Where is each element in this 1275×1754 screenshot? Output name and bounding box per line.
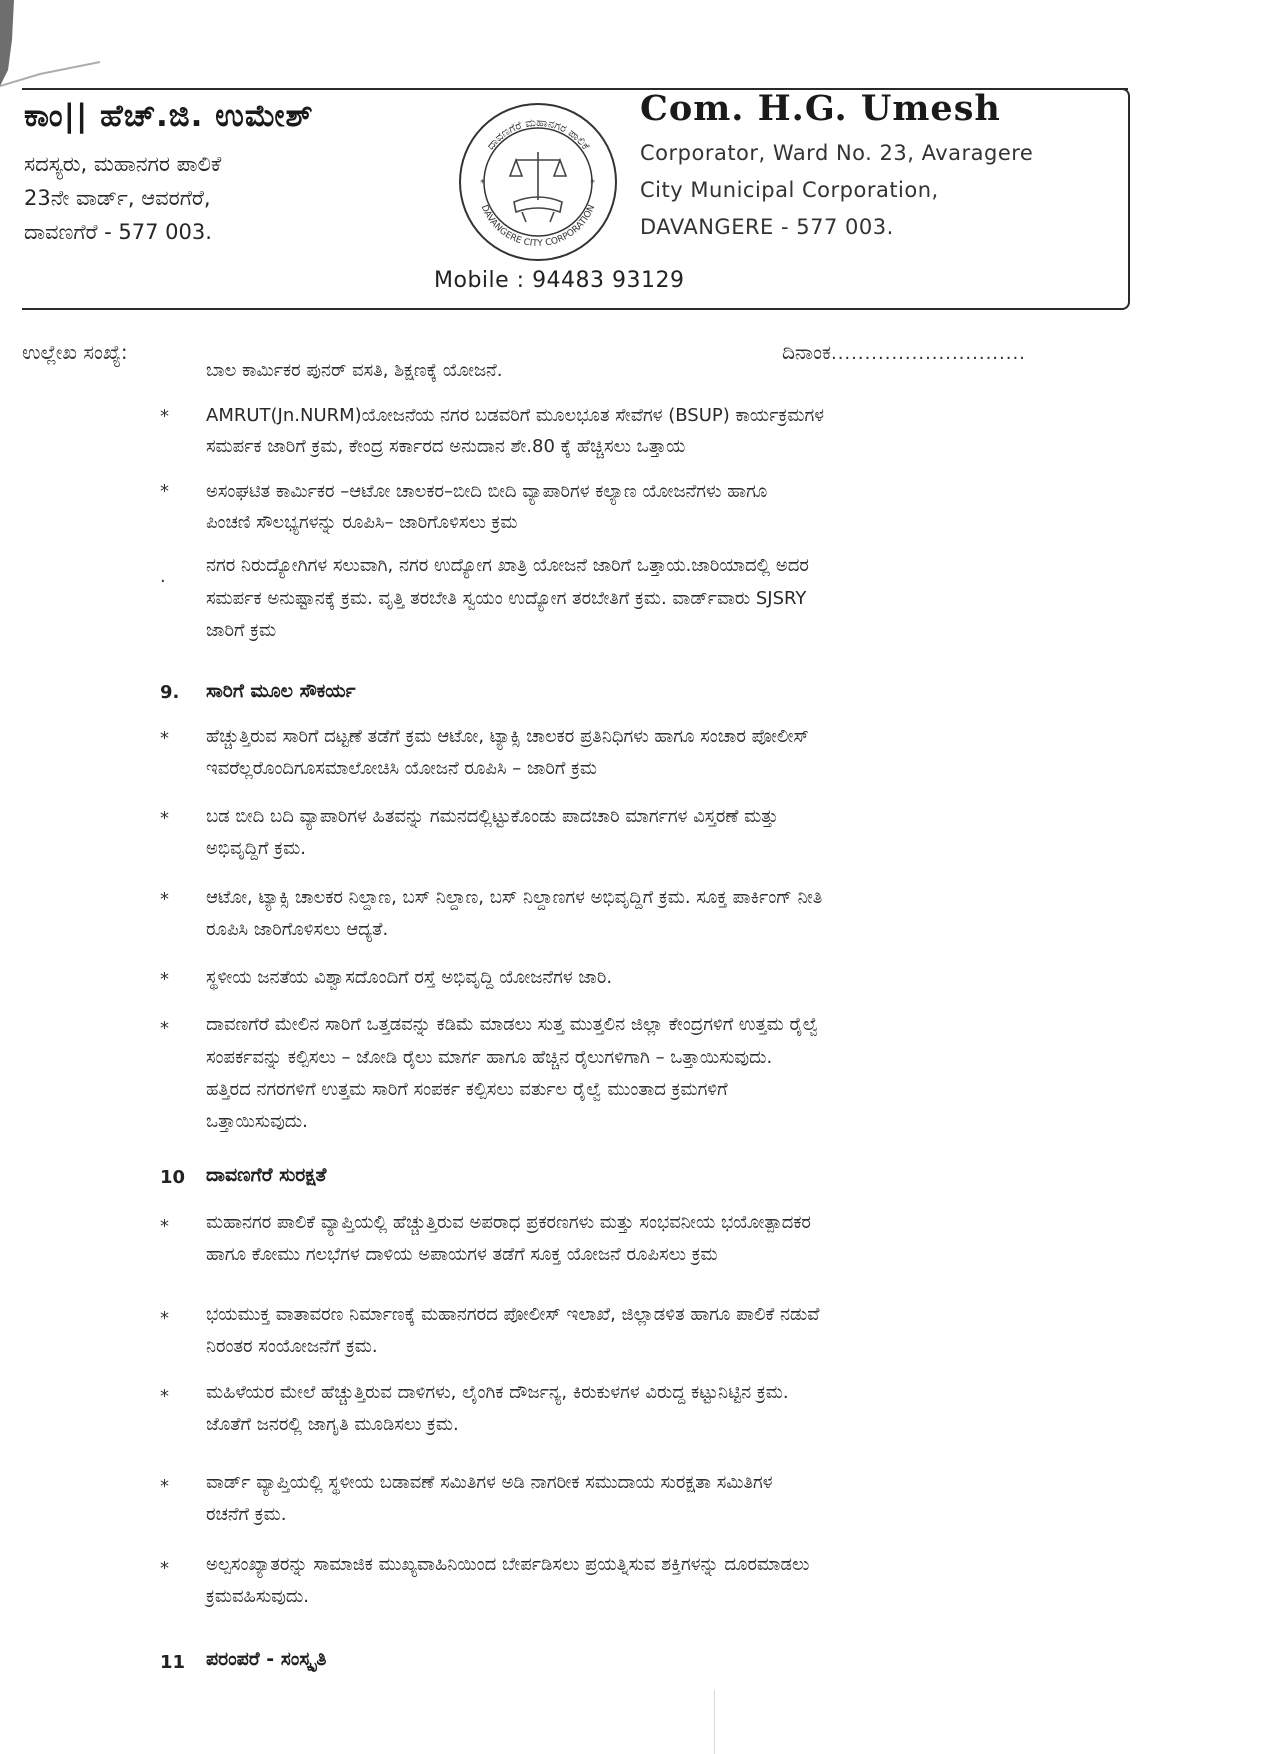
kannada-designation: ಸದಸ್ಯರು, ಮಹಾನಗರ ಪಾಲಿಕೆ <box>24 152 222 176</box>
svg-text:*: * <box>590 178 595 189</box>
kannada-city: ದಾವಣಗೆರೆ - 577 003. <box>24 220 212 244</box>
text-line: ಒತ್ತಾಯಿಸುವುದು. <box>206 1111 308 1132</box>
text-line: ಪಿಂಚಣಿ ಸೌಲಭ್ಯಗಳನ್ನು ರೂಪಿಸಿ– ಜಾರಿಗೊಳಿಸಲು ಕ್ರಮ <box>206 512 518 533</box>
scan-fold-line <box>714 1690 715 1754</box>
section-heading: ಸಾರಿಗೆ ಮೂಲ ಸೌಕರ್ಯ <box>206 680 356 702</box>
intro-line: ಬಾಲ ಕಾರ್ಮಿಕರ ಪುನರ್ ವಸತಿ, ಶಿಕ್ಷಣಕ್ಕೆ ಯೋಜನೆ. <box>206 360 503 381</box>
english-name: Com. H.G. Umesh <box>640 88 1001 129</box>
svg-text:ದಾವಣಗೆರೆ ಮಹಾನಗರ ಪಾಲಿಕೆ <box>484 116 593 153</box>
english-designation: Corporator, Ward No. 23, Avaragere <box>640 141 1034 165</box>
bullet-marker: * <box>160 969 169 990</box>
bullet-marker: * <box>160 1216 169 1237</box>
date-dots: ............................. <box>830 343 1026 364</box>
bullet-marker: * <box>160 406 169 427</box>
scan-corner-mark <box>0 0 110 100</box>
bullet-marker: * <box>160 1558 169 1579</box>
svg-text:*: * <box>480 178 485 189</box>
text-line: ಸಮರ್ಪಕ ಜಾರಿಗೆ ಕ್ರಮ, ಕೇಂದ್ರ ಸರ್ಕಾರದ ಅನುದಾನ ಶೇ.80 ಕ್ಕೆ ಹೆಚ್ಚಿಸಲು ಒತ್ತಾಯ <box>206 436 686 457</box>
text-line: ಜೊತೆಗೆ ಜನರಲ್ಲಿ ಜಾಗೃತಿ ಮೂಡಿಸಲು ಕ್ರಮ. <box>206 1414 459 1435</box>
text-line: ಮಹಾನಗರ ಪಾಲಿಕೆ ವ್ಯಾಪ್ತಿಯಲ್ಲಿ ಹೆಚ್ಚುತ್ತಿರುವ ಅಪರಾಧ ಪ್ರಕರಣಗಳು ಮತ್ತು ಸಂಭವನೀಯ ಭಯೋತ್ಪಾದಕರ <box>206 1212 811 1233</box>
bullet-marker: * <box>160 728 169 749</box>
reference-number-label: ಉಲ್ಲೇಖ ಸಂಖ್ಯೆ: <box>22 340 128 364</box>
english-address-block <box>640 88 1120 246</box>
text-line: ಹತ್ತಿರದ ನಗರಗಳಿಗೆ ಉತ್ತಮ ಸಾರಿಗೆ ಸಂಪರ್ಕ ಕಲ್ಪಿಸಲು ವರ್ತುಲ ರೈಲ್ವೆ ಮುಂತಾದ ಕ್ರಮಗಳಿಗೆ <box>206 1079 728 1100</box>
text-line: AMRUT(Jn.NURM)ಯೋಜನೆಯ ನಗರ ಬಡವರಿಗೆ ಮೂಲಭೂತ ಸೇವೆಗಳ (BSUP) ಕಾರ್ಯಕ್ರಮಗಳ <box>206 405 825 426</box>
text-line: ರಚನೆಗೆ ಕ್ರಮ. <box>206 1504 287 1525</box>
seal-top-text: ದಾವಣಗೆರೆ ಮಹಾನಗರ ಪಾಲಿಕೆ <box>483 115 593 153</box>
english-city: DAVANGERE - 577 003. <box>640 215 894 239</box>
text-line: ಅಭಿವೃದ್ದಿಗೆ ಕ್ರಮ. <box>206 838 306 859</box>
text-line: ಬಡ ಬೀದಿ ಬದಿ ವ್ಯಾಪಾರಿಗಳ ಹಿತವನ್ನು ಗಮನದಲ್ಲಿಟ್ಟುಕೊಂಡು ಪಾದಚಾರಿ ಮಾರ್ಗಗಳ ವಿಸ್ತರಣೆ ಮತ್ತು <box>206 806 779 827</box>
bullet-marker: * <box>160 1476 169 1497</box>
text-line: ಅಲ್ಪಸಂಖ್ಯಾತರನ್ನು ಸಾಮಾಜಿಕ ಮುಖ್ಯವಾಹಿನಿಯಿಂದ ಬೇರ್ಪಡಿಸಲು ಪ್ರಯತ್ನಿಸುವ ಶಕ್ತಿಗಳನ್ನು ದೂರಮಾಡಲು <box>206 1554 810 1575</box>
letterhead <box>22 88 1130 310</box>
text-line: ಸಂಪರ್ಕವನ್ನು ಕಲ್ಪಿಸಲು – ಜೋಡಿ ರೈಲು ಮಾರ್ಗ ಹಾಗೂ ಹೆಚ್ಚಿನ ರೈಲುಗಳಿಗಾಗಿ – ಒತ್ತಾಯಿಸುವುದು. <box>206 1047 773 1068</box>
text-line: ರೂಪಿಸಿ ಜಾರಿಗೊಳಿಸಲು ಆದ್ಯತೆ. <box>206 919 389 940</box>
bullet-marker: * <box>160 1018 169 1039</box>
text-line: ಕ್ರಮವಹಿಸುವುದು. <box>206 1586 309 1607</box>
bullet-marker: * <box>160 481 169 502</box>
section-heading: ದಾವಣಗೆರೆ ಸುರಕ್ಷತೆ <box>206 1164 327 1186</box>
section-number: 10 <box>160 1167 186 1188</box>
kannada-address-block <box>24 98 444 249</box>
text-line: ಇವರೆಲ್ಲರೊಂದಿಗೂಸಮಾಲೋಚಿಸಿ ಯೋಜನೆ ರೂಪಿಸಿ – ಜಾರಿಗೆ ಕ್ರಮ <box>206 758 598 779</box>
svg-text:DAVANGERE CITY CORPORATION <box>479 204 598 249</box>
section-number: 11 <box>160 1652 186 1673</box>
text-line: ಸಮರ್ಪಕ ಅನುಷ್ಟಾನಕ್ಕೆ ಕ್ರಮ. ವೃತ್ತಿ ತರಬೇತಿ ಸ್ವಯಂ ಉದ್ಯೋಗ ತರಬೇತಿಗೆ ಕ್ರಮ. ವಾರ್ಡ್‌ವಾರು SJSRY <box>206 588 807 609</box>
text-line: ನಗರ ನಿರುದ್ಯೋಗಿಗಳ ಸಲುವಾಗಿ, ನಗರ ಉದ್ಯೋಗ ಖಾತ್ರಿ ಯೋಜನೆ ಜಾರಿಗೆ ಒತ್ತಾಯ.ಜಾರಿಯಾದಲ್ಲಿ ಅದರ <box>206 555 809 576</box>
date-field <box>782 340 1026 364</box>
text-line: ವಾರ್ಡ್ ವ್ಯಾಪ್ತಿಯಲ್ಲಿ ಸ್ಥಳೀಯ ಬಡಾವಣೆ ಸಮಿತಿಗಳ ಅಡಿ ನಾಗರೀಕ ಸಮುದಾಯ ಸುರಕ್ಷತಾ ಸಮಿತಿಗಳ <box>206 1472 773 1493</box>
section-heading: ಪರಂಪರೆ - ಸಂಸ್ಕೃತಿ <box>206 1648 327 1670</box>
text-line: ಆಟೋ, ಟ್ಯಾಕ್ಸಿ ಚಾಲಕರ ನಿಲ್ದಾಣ, ಬಸ್ ನಿಲ್ದಾಣ, ಬಸ್ ನಿಲ್ದಾಣಗಳ ಅಭಿವೃದ್ದಿಗೆ ಕ್ರಮ. ಸೂಕ್ತ ಪಾರ್ಕಿಂಗ್ ನೀತಿ <box>206 887 823 908</box>
section-number: 9. <box>160 682 180 703</box>
text-line: ಮಹಿಳೆಯರ ಮೇಲೆ ಹೆಚ್ಚುತ್ತಿರುವ ದಾಳಿಗಳು, ಲೈಂಗಿಕ ದೌರ್ಜನ್ಯ, ಕಿರುಕುಳಗಳ ವಿರುದ್ದ ಕಟ್ಟುನಿಟ್ಟಿನ ಕ್ರಮ. <box>206 1382 789 1403</box>
text-line: ಹೆಚ್ಚುತ್ತಿರುವ ಸಾರಿಗೆ ದಟ್ಟಣೆ ತಡೆಗೆ ಕ್ರಮ ಆಟೋ, ಟ್ಯಾಕ್ಸಿ ಚಾಲಕರ ಪ್ರತಿನಿಧಿಗಳು ಹಾಗೂ ಸಂಚಾರ ಪೋಲೀಸ್ <box>206 726 809 747</box>
date-label: ದಿನಾಂಕ <box>782 340 831 364</box>
bullet-marker: * <box>160 889 169 910</box>
kannada-name: ಕಾಂ|| ಹೆಚ್.ಜಿ. ಉಮೇಶ್ <box>24 98 314 134</box>
bullet-marker: * <box>160 1386 169 1407</box>
seal-emblem-icon <box>510 152 566 222</box>
text-line: ಜಾರಿಗೆ ಕ್ರಮ <box>206 620 277 641</box>
text-line: ಹಾಗೂ ಕೋಮು ಗಲಭೆಗಳ ದಾಳಿಯ ಅಪಾಯಗಳ ತಡೆಗೆ ಸೂಕ್ತ ಯೋಜನೆ ರೂಪಿಸಲು ಕ್ರಮ <box>206 1244 718 1265</box>
text-line: ಸ್ಥಳೀಯ ಜನತೆಯ ವಿಶ್ವಾಸದೊಂದಿಗೆ ರಸ್ತೆ ಅಭಿವೃದ್ದಿ ಯೋಜನೆಗಳ ಜಾರಿ. <box>206 967 613 988</box>
bullet-marker: * <box>160 808 169 829</box>
seal-bottom-text: DAVANGERE CITY CORPORATION <box>478 203 598 250</box>
mobile-number: Mobile : 94483 93129 <box>434 268 685 293</box>
text-line: ಅಸಂಘಟಿತ ಕಾರ್ಮಿಕರ –ಆಟೋ ಚಾಲಕರ–ಬೀದಿ ಬೀದಿ ವ್ಯಾಪಾರಿಗಳ ಕಲ್ಯಾಣ ಯೋಜನೆಗಳು ಹಾಗೂ <box>206 481 768 502</box>
english-corporation: City Municipal Corporation, <box>640 178 939 202</box>
corporation-seal <box>456 100 620 264</box>
bullet-marker: * <box>160 1308 169 1329</box>
text-line: ನಿರಂತರ ಸಂಯೋಜನೆಗೆ ಕ್ರಮ. <box>206 1336 378 1357</box>
bullet-marker: . <box>160 566 166 587</box>
text-line: ದಾವಣಗೆರೆ ಮೇಲಿನ ಸಾರಿಗೆ ಒತ್ತಡವನ್ನು ಕಡಿಮೆ ಮಾಡಲು ಸುತ್ತ ಮುತ್ತಲಿನ ಜಿಲ್ಲಾ ಕೇಂದ್ರಗಳಿಗೆ ಉತ್ತಮ ರೈಲ್ವೆ <box>206 1014 819 1035</box>
kannada-ward: 23ನೇ ವಾರ್ಡ್, ಆವರಗೆರೆ, <box>24 186 211 210</box>
text-line: ಭಯಮುಕ್ತ ವಾತಾವರಣ ನಿರ್ಮಾಣಕ್ಕೆ ಮಹಾನಗರದ ಪೋಲೀಸ್ ಇಲಾಖೆ, ಜಿಲ್ಲಾಡಳಿತ ಹಾಗೂ ಪಾಲಿಕೆ ನಡುವೆ <box>206 1304 820 1325</box>
